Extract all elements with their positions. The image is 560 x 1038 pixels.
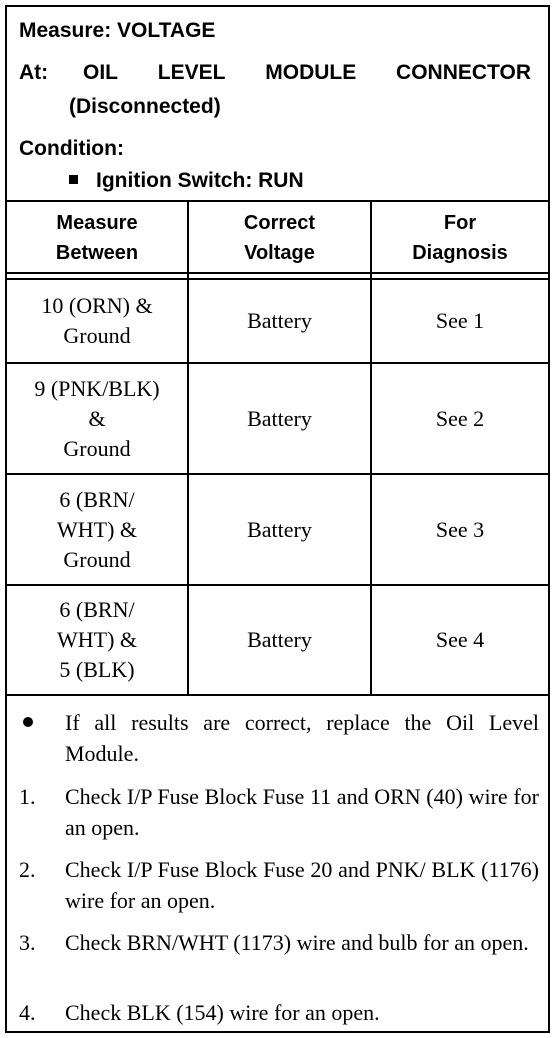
condition-text: Ignition Switch: RUN	[96, 169, 304, 192]
note-text: If all results are correct, replace the Oil Level Module.	[65, 710, 539, 766]
table-row-4-between: 6 (BRN/ WHT) & 5 (BLK)	[56, 597, 138, 682]
condition-label: Condition:	[19, 137, 124, 160]
note-bullet	[19, 707, 539, 769]
condition-item	[69, 169, 304, 193]
divider	[7, 272, 548, 274]
note-marker	[19, 707, 65, 769]
column-header-for-diagnosis: For Diagnosis	[412, 212, 508, 264]
at-word: MODULE	[265, 61, 357, 84]
note-step-2	[19, 854, 539, 916]
at-location	[83, 61, 531, 85]
at-label: At:	[19, 61, 49, 84]
at-word: CONNECTOR	[396, 61, 531, 84]
note-step-1	[19, 781, 539, 843]
column-header-measure-between: Measure Between	[55, 212, 139, 264]
note-marker: 1.	[19, 784, 36, 809]
table-row-2-diagnosis: See 2	[435, 405, 485, 431]
at-word: LEVEL	[157, 61, 226, 84]
note-text: Check BLK (154) wire for an open.	[65, 1000, 380, 1025]
table-row-3-voltage: Battery	[247, 516, 312, 542]
diagnostic-table-frame	[5, 5, 550, 1033]
note-text: Check I/P Fuse Block Fuse 20 and PNK/ BLK (1176) wire for an open.	[65, 857, 539, 913]
divider	[7, 694, 548, 696]
table-row-4-voltage: Battery	[247, 627, 312, 652]
note-marker: 4.	[19, 1000, 36, 1025]
note-step-4	[19, 997, 539, 1028]
table-row-3-between: 6 (BRN/ WHT) & Ground	[56, 486, 138, 572]
table-row-4-diagnosis: See 4	[435, 627, 485, 652]
note-text: Check I/P Fuse Block Fuse 11 and ORN (40) wire for an open.	[65, 784, 539, 840]
note-text: Check BRN/WHT (1173) wire and bulb for an open.	[65, 930, 529, 955]
table-row-1-voltage: Battery	[247, 308, 312, 333]
table-row-2-voltage: Battery	[247, 405, 312, 431]
table-row-1-between: 10 (ORN) & Ground	[41, 293, 153, 348]
square-bullet-icon	[69, 175, 78, 184]
table-row-2-between: 9 (PNK/BLK) & Ground	[34, 375, 160, 461]
column-header-correct-voltage: Correct Voltage	[243, 212, 316, 264]
note-marker: 2.	[19, 857, 36, 882]
measure-title: Measure: VOLTAGE	[19, 19, 216, 42]
note-marker: 3.	[19, 930, 36, 955]
note-step-3	[19, 927, 539, 958]
divider	[7, 200, 548, 202]
table-row-1-diagnosis: See 1	[435, 308, 485, 333]
at-subtitle: (Disconnected)	[69, 95, 221, 118]
round-bullet-icon	[23, 717, 33, 727]
at-word: OIL	[83, 61, 118, 84]
table-row-3-diagnosis: See 3	[435, 516, 485, 542]
